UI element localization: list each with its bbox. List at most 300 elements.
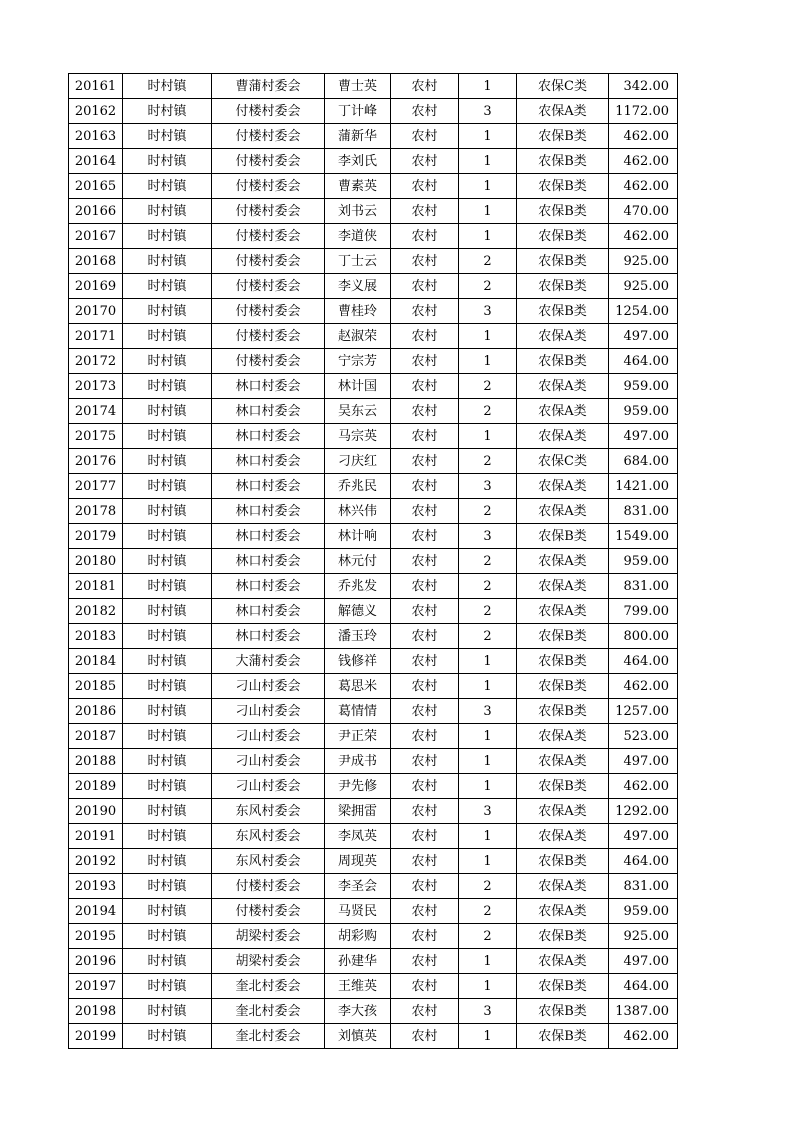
person-name-cell: 乔兆发	[325, 574, 391, 599]
amount-cell: 470.00	[609, 199, 678, 224]
town-cell: 时村镇	[123, 974, 212, 999]
village-committee-cell: 奎北村委会	[212, 1024, 325, 1049]
insurance-category-cell: 农保B类	[517, 174, 609, 199]
record-id-cell: 20173	[69, 374, 123, 399]
town-cell: 时村镇	[123, 674, 212, 699]
household-type-cell: 农村	[391, 124, 459, 149]
table-row	[69, 574, 678, 599]
amount-cell: 959.00	[609, 549, 678, 574]
table-row	[69, 799, 678, 824]
insurance-category-cell: 农保B类	[517, 699, 609, 724]
person-name-cell: 丁士云	[325, 249, 391, 274]
village-committee-cell: 奎北村委会	[212, 999, 325, 1024]
member-count-cell: 1	[459, 949, 517, 974]
record-id-cell: 20198	[69, 999, 123, 1024]
record-id-cell: 20193	[69, 874, 123, 899]
record-id-cell: 20170	[69, 299, 123, 324]
village-committee-cell: 林口村委会	[212, 399, 325, 424]
amount-cell: 462.00	[609, 174, 678, 199]
person-name-cell: 刘书云	[325, 199, 391, 224]
member-count-cell: 1	[459, 824, 517, 849]
town-cell: 时村镇	[123, 249, 212, 274]
amount-cell: 497.00	[609, 824, 678, 849]
town-cell: 时村镇	[123, 274, 212, 299]
record-id-cell: 20195	[69, 924, 123, 949]
table-row	[69, 199, 678, 224]
insurance-category-cell: 农保B类	[517, 974, 609, 999]
record-id-cell: 20197	[69, 974, 123, 999]
household-type-cell: 农村	[391, 399, 459, 424]
table-row	[69, 299, 678, 324]
person-name-cell: 胡彩购	[325, 924, 391, 949]
amount-cell: 1172.00	[609, 99, 678, 124]
insurance-category-cell: 农保B类	[517, 1024, 609, 1049]
insurance-category-cell: 农保A类	[517, 749, 609, 774]
insurance-category-cell: 农保B类	[517, 349, 609, 374]
amount-cell: 462.00	[609, 674, 678, 699]
village-committee-cell: 刁山村委会	[212, 749, 325, 774]
record-id-cell: 20192	[69, 849, 123, 874]
village-committee-cell: 林口村委会	[212, 624, 325, 649]
town-cell: 时村镇	[123, 174, 212, 199]
town-cell: 时村镇	[123, 324, 212, 349]
record-id-cell: 20172	[69, 349, 123, 374]
table-row	[69, 349, 678, 374]
amount-cell: 684.00	[609, 449, 678, 474]
village-committee-cell: 付楼村委会	[212, 199, 325, 224]
table-row	[69, 774, 678, 799]
member-count-cell: 1	[459, 349, 517, 374]
amount-cell: 497.00	[609, 749, 678, 774]
table-row	[69, 624, 678, 649]
household-type-cell: 农村	[391, 449, 459, 474]
town-cell: 时村镇	[123, 549, 212, 574]
table-row	[69, 999, 678, 1024]
table-row	[69, 724, 678, 749]
table-row	[69, 74, 678, 99]
village-committee-cell: 付楼村委会	[212, 274, 325, 299]
town-cell: 时村镇	[123, 374, 212, 399]
insurance-category-cell: 农保B类	[517, 274, 609, 299]
insurance-category-cell: 农保B类	[517, 649, 609, 674]
town-cell: 时村镇	[123, 799, 212, 824]
table-row	[69, 874, 678, 899]
amount-cell: 342.00	[609, 74, 678, 99]
member-count-cell: 1	[459, 674, 517, 699]
town-cell: 时村镇	[123, 574, 212, 599]
table-row	[69, 449, 678, 474]
village-committee-cell: 付楼村委会	[212, 174, 325, 199]
town-cell: 时村镇	[123, 299, 212, 324]
record-id-cell: 20184	[69, 649, 123, 674]
village-committee-cell: 付楼村委会	[212, 149, 325, 174]
person-name-cell: 葛思米	[325, 674, 391, 699]
amount-cell: 464.00	[609, 974, 678, 999]
household-type-cell: 农村	[391, 799, 459, 824]
record-id-cell: 20165	[69, 174, 123, 199]
household-type-cell: 农村	[391, 474, 459, 499]
record-id-cell: 20199	[69, 1024, 123, 1049]
table-row	[69, 499, 678, 524]
member-count-cell: 2	[459, 874, 517, 899]
record-id-cell: 20177	[69, 474, 123, 499]
person-name-cell: 钱修祥	[325, 649, 391, 674]
record-id-cell: 20181	[69, 574, 123, 599]
insurance-category-cell: 农保B类	[517, 199, 609, 224]
household-type-cell: 农村	[391, 899, 459, 924]
record-id-cell: 20194	[69, 899, 123, 924]
village-committee-cell: 林口村委会	[212, 374, 325, 399]
insurance-category-cell: 农保B类	[517, 224, 609, 249]
person-name-cell: 李义展	[325, 274, 391, 299]
person-name-cell: 曹士英	[325, 74, 391, 99]
member-count-cell: 2	[459, 599, 517, 624]
record-id-cell: 20166	[69, 199, 123, 224]
town-cell: 时村镇	[123, 774, 212, 799]
table-row	[69, 549, 678, 574]
records-body	[69, 74, 678, 1049]
member-count-cell: 3	[459, 799, 517, 824]
table-row	[69, 224, 678, 249]
member-count-cell: 2	[459, 374, 517, 399]
member-count-cell: 1	[459, 974, 517, 999]
record-id-cell: 20190	[69, 799, 123, 824]
village-committee-cell: 林口村委会	[212, 599, 325, 624]
member-count-cell: 3	[459, 99, 517, 124]
person-name-cell: 林计国	[325, 374, 391, 399]
member-count-cell: 2	[459, 249, 517, 274]
village-committee-cell: 付楼村委会	[212, 99, 325, 124]
household-type-cell: 农村	[391, 724, 459, 749]
village-committee-cell: 奎北村委会	[212, 974, 325, 999]
amount-cell: 464.00	[609, 849, 678, 874]
insurance-category-cell: 农保A类	[517, 799, 609, 824]
table-row	[69, 249, 678, 274]
member-count-cell: 1	[459, 199, 517, 224]
village-committee-cell: 东风村委会	[212, 824, 325, 849]
village-committee-cell: 胡梁村委会	[212, 924, 325, 949]
record-id-cell: 20164	[69, 149, 123, 174]
amount-cell: 462.00	[609, 224, 678, 249]
amount-cell: 462.00	[609, 1024, 678, 1049]
record-id-cell: 20191	[69, 824, 123, 849]
town-cell: 时村镇	[123, 724, 212, 749]
village-committee-cell: 刁山村委会	[212, 774, 325, 799]
village-committee-cell: 东风村委会	[212, 849, 325, 874]
person-name-cell: 潘玉玲	[325, 624, 391, 649]
household-type-cell: 农村	[391, 849, 459, 874]
household-type-cell: 农村	[391, 299, 459, 324]
record-id-cell: 20180	[69, 549, 123, 574]
household-type-cell: 农村	[391, 1024, 459, 1049]
town-cell: 时村镇	[123, 624, 212, 649]
household-type-cell: 农村	[391, 574, 459, 599]
town-cell: 时村镇	[123, 474, 212, 499]
household-type-cell: 农村	[391, 349, 459, 374]
record-id-cell: 20169	[69, 274, 123, 299]
member-count-cell: 3	[459, 474, 517, 499]
member-count-cell: 2	[459, 449, 517, 474]
village-committee-cell: 大蒲村委会	[212, 649, 325, 674]
table-row	[69, 524, 678, 549]
person-name-cell: 马宗英	[325, 424, 391, 449]
record-id-cell: 20196	[69, 949, 123, 974]
record-id-cell: 20175	[69, 424, 123, 449]
town-cell: 时村镇	[123, 874, 212, 899]
village-committee-cell: 林口村委会	[212, 449, 325, 474]
insurance-category-cell: 农保A类	[517, 874, 609, 899]
village-committee-cell: 曹蒲村委会	[212, 74, 325, 99]
member-count-cell: 2	[459, 624, 517, 649]
insurance-category-cell: 农保B类	[517, 849, 609, 874]
household-type-cell: 农村	[391, 74, 459, 99]
amount-cell: 925.00	[609, 274, 678, 299]
table-row	[69, 374, 678, 399]
town-cell: 时村镇	[123, 924, 212, 949]
record-id-cell: 20187	[69, 724, 123, 749]
record-id-cell: 20188	[69, 749, 123, 774]
household-type-cell: 农村	[391, 324, 459, 349]
amount-cell: 831.00	[609, 574, 678, 599]
household-type-cell: 农村	[391, 974, 459, 999]
table-row	[69, 474, 678, 499]
town-cell: 时村镇	[123, 999, 212, 1024]
insurance-category-cell: 农保B类	[517, 524, 609, 549]
person-name-cell: 李圣会	[325, 874, 391, 899]
member-count-cell: 2	[459, 399, 517, 424]
member-count-cell: 1	[459, 724, 517, 749]
village-committee-cell: 林口村委会	[212, 574, 325, 599]
village-committee-cell: 胡梁村委会	[212, 949, 325, 974]
town-cell: 时村镇	[123, 449, 212, 474]
record-id-cell: 20183	[69, 624, 123, 649]
person-name-cell: 林兴伟	[325, 499, 391, 524]
record-id-cell: 20186	[69, 699, 123, 724]
town-cell: 时村镇	[123, 824, 212, 849]
table-row	[69, 149, 678, 174]
village-committee-cell: 付楼村委会	[212, 324, 325, 349]
household-type-cell: 农村	[391, 649, 459, 674]
insurance-category-cell: 农保C类	[517, 449, 609, 474]
person-name-cell: 李凤英	[325, 824, 391, 849]
insurance-category-cell: 农保B类	[517, 149, 609, 174]
household-type-cell: 农村	[391, 99, 459, 124]
member-count-cell: 3	[459, 524, 517, 549]
person-name-cell: 刘慎英	[325, 1024, 391, 1049]
insurance-category-cell: 农保C类	[517, 74, 609, 99]
amount-cell: 462.00	[609, 124, 678, 149]
town-cell: 时村镇	[123, 399, 212, 424]
household-type-cell: 农村	[391, 224, 459, 249]
household-type-cell: 农村	[391, 999, 459, 1024]
table-row	[69, 674, 678, 699]
member-count-cell: 2	[459, 274, 517, 299]
record-id-cell: 20163	[69, 124, 123, 149]
insurance-category-cell: 农保B类	[517, 299, 609, 324]
table-row	[69, 899, 678, 924]
member-count-cell: 1	[459, 224, 517, 249]
member-count-cell: 2	[459, 549, 517, 574]
household-type-cell: 农村	[391, 499, 459, 524]
record-id-cell: 20189	[69, 774, 123, 799]
household-type-cell: 农村	[391, 749, 459, 774]
amount-cell: 497.00	[609, 949, 678, 974]
person-name-cell: 李刘氏	[325, 149, 391, 174]
household-type-cell: 农村	[391, 274, 459, 299]
town-cell: 时村镇	[123, 524, 212, 549]
member-count-cell: 1	[459, 149, 517, 174]
village-committee-cell: 林口村委会	[212, 424, 325, 449]
household-type-cell: 农村	[391, 699, 459, 724]
household-type-cell: 农村	[391, 199, 459, 224]
village-committee-cell: 刁山村委会	[212, 724, 325, 749]
village-committee-cell: 付楼村委会	[212, 349, 325, 374]
person-name-cell: 孙建华	[325, 949, 391, 974]
person-name-cell: 尹先修	[325, 774, 391, 799]
member-count-cell: 1	[459, 774, 517, 799]
town-cell: 时村镇	[123, 899, 212, 924]
household-type-cell: 农村	[391, 824, 459, 849]
household-type-cell: 农村	[391, 874, 459, 899]
person-name-cell: 曹桂玲	[325, 299, 391, 324]
insurance-category-cell: 农保B类	[517, 774, 609, 799]
person-name-cell: 尹正荣	[325, 724, 391, 749]
insurance-category-cell: 农保A类	[517, 899, 609, 924]
amount-cell: 831.00	[609, 499, 678, 524]
record-id-cell: 20176	[69, 449, 123, 474]
insurance-category-cell: 农保A类	[517, 599, 609, 624]
amount-cell: 1549.00	[609, 524, 678, 549]
table-row	[69, 924, 678, 949]
amount-cell: 1257.00	[609, 699, 678, 724]
household-type-cell: 农村	[391, 549, 459, 574]
household-type-cell: 农村	[391, 374, 459, 399]
household-type-cell: 农村	[391, 599, 459, 624]
member-count-cell: 2	[459, 899, 517, 924]
table-row	[69, 274, 678, 299]
insurance-category-cell: 农保A类	[517, 549, 609, 574]
amount-cell: 959.00	[609, 374, 678, 399]
insurance-category-cell: 农保A类	[517, 724, 609, 749]
table-row	[69, 749, 678, 774]
town-cell: 时村镇	[123, 349, 212, 374]
insurance-category-cell: 农保A类	[517, 949, 609, 974]
table-row	[69, 424, 678, 449]
household-type-cell: 农村	[391, 149, 459, 174]
table-row	[69, 399, 678, 424]
town-cell: 时村镇	[123, 99, 212, 124]
person-name-cell: 刁庆红	[325, 449, 391, 474]
record-id-cell: 20171	[69, 324, 123, 349]
amount-cell: 925.00	[609, 249, 678, 274]
record-id-cell: 20162	[69, 99, 123, 124]
insurance-category-cell: 农保A类	[517, 824, 609, 849]
person-name-cell: 周现英	[325, 849, 391, 874]
town-cell: 时村镇	[123, 499, 212, 524]
amount-cell: 959.00	[609, 399, 678, 424]
person-name-cell: 马贤民	[325, 899, 391, 924]
town-cell: 时村镇	[123, 749, 212, 774]
insurance-category-cell: 农保A类	[517, 324, 609, 349]
amount-cell: 1254.00	[609, 299, 678, 324]
village-committee-cell: 付楼村委会	[212, 249, 325, 274]
amount-cell: 1421.00	[609, 474, 678, 499]
table-row	[69, 599, 678, 624]
town-cell: 时村镇	[123, 124, 212, 149]
amount-cell: 799.00	[609, 599, 678, 624]
town-cell: 时村镇	[123, 599, 212, 624]
insurance-category-cell: 农保B类	[517, 124, 609, 149]
person-name-cell: 林计响	[325, 524, 391, 549]
person-name-cell: 李道侠	[325, 224, 391, 249]
table-row	[69, 1024, 678, 1049]
record-id-cell: 20161	[69, 74, 123, 99]
table-row	[69, 824, 678, 849]
village-committee-cell: 林口村委会	[212, 474, 325, 499]
insurance-category-cell: 农保A类	[517, 499, 609, 524]
record-id-cell: 20167	[69, 224, 123, 249]
town-cell: 时村镇	[123, 1024, 212, 1049]
amount-cell: 1292.00	[609, 799, 678, 824]
person-name-cell: 林元付	[325, 549, 391, 574]
household-type-cell: 农村	[391, 249, 459, 274]
person-name-cell: 曹素英	[325, 174, 391, 199]
village-committee-cell: 刁山村委会	[212, 674, 325, 699]
record-id-cell: 20178	[69, 499, 123, 524]
insurance-category-cell: 农保A类	[517, 99, 609, 124]
village-committee-cell: 付楼村委会	[212, 224, 325, 249]
person-name-cell: 梁拥雷	[325, 799, 391, 824]
household-type-cell: 农村	[391, 424, 459, 449]
member-count-cell: 1	[459, 124, 517, 149]
member-count-cell: 1	[459, 174, 517, 199]
town-cell: 时村镇	[123, 424, 212, 449]
member-count-cell: 1	[459, 749, 517, 774]
village-committee-cell: 林口村委会	[212, 549, 325, 574]
table-row	[69, 174, 678, 199]
table-row	[69, 699, 678, 724]
village-committee-cell: 林口村委会	[212, 524, 325, 549]
town-cell: 时村镇	[123, 649, 212, 674]
household-type-cell: 农村	[391, 949, 459, 974]
amount-cell: 462.00	[609, 774, 678, 799]
table-row	[69, 124, 678, 149]
town-cell: 时村镇	[123, 74, 212, 99]
village-committee-cell: 付楼村委会	[212, 899, 325, 924]
person-name-cell: 吴东云	[325, 399, 391, 424]
table-row	[69, 974, 678, 999]
member-count-cell: 2	[459, 499, 517, 524]
village-committee-cell: 付楼村委会	[212, 874, 325, 899]
member-count-cell: 1	[459, 649, 517, 674]
household-type-cell: 农村	[391, 774, 459, 799]
household-type-cell: 农村	[391, 674, 459, 699]
table-row	[69, 99, 678, 124]
person-name-cell: 乔兆民	[325, 474, 391, 499]
person-name-cell: 解德义	[325, 599, 391, 624]
village-committee-cell: 林口村委会	[212, 499, 325, 524]
village-committee-cell: 东风村委会	[212, 799, 325, 824]
insurance-category-cell: 农保B类	[517, 249, 609, 274]
amount-cell: 462.00	[609, 149, 678, 174]
person-name-cell: 宁宗芳	[325, 349, 391, 374]
amount-cell: 925.00	[609, 924, 678, 949]
insurance-category-cell: 农保B类	[517, 674, 609, 699]
insurance-category-cell: 农保A类	[517, 374, 609, 399]
person-name-cell: 尹成书	[325, 749, 391, 774]
member-count-cell: 1	[459, 1024, 517, 1049]
record-id-cell: 20168	[69, 249, 123, 274]
